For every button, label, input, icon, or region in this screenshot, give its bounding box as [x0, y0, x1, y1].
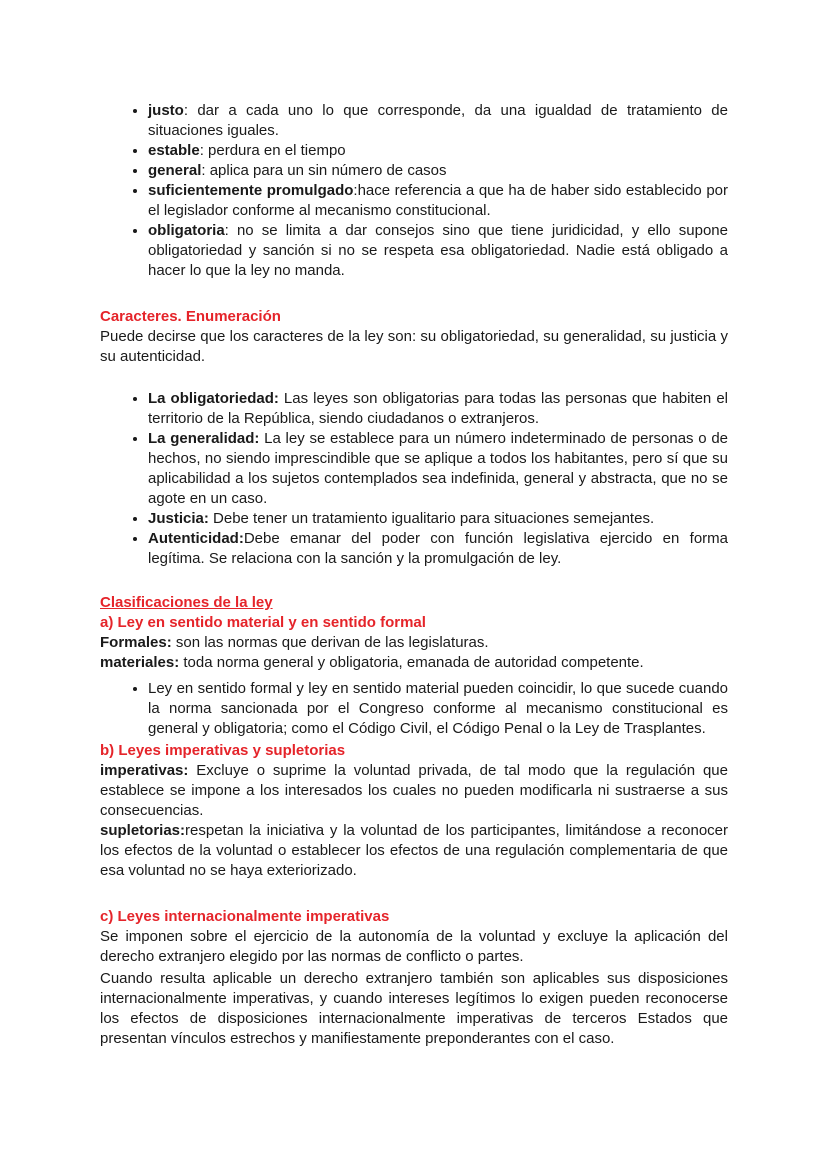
definition: respetan la iniciativa y la voluntad de los participantes, limitándose a reconocer los efectos de la voluntad o establecer los efectos de una regulación complementaria de que esa voluntad no se haya exteriorizado. — [100, 822, 728, 879]
term: materiales: — [100, 654, 180, 671]
list-item — [148, 429, 728, 509]
list-item — [148, 101, 728, 141]
definition: Debe tener un tratamiento igualitario para situaciones semejantes. — [208, 510, 655, 527]
term: suficientemente promulgado — [148, 182, 354, 199]
ley-properties-list — [100, 101, 728, 281]
definition: La ley se establece para un número indeterminado de personas o de hechos, no siendo imprescindible que se aplique a todos los habitantes, pero sí que su aplicabilidad a los sujetos contemplados sea indefinida, general y abstracta, que no se agote en un caso. — [148, 430, 729, 507]
section-heading-caracteres: Caracteres. Enumeración — [100, 308, 281, 325]
list-item — [148, 679, 728, 739]
caracteres-list — [100, 389, 728, 569]
list-item — [148, 181, 728, 221]
term: Autenticidad: — [148, 530, 244, 547]
section-a-list — [100, 679, 728, 739]
list-item — [148, 141, 728, 161]
definition: toda norma general y obligatoria, emanada de autoridad competente. — [179, 654, 644, 671]
term: La generalidad: — [148, 430, 260, 447]
definition: Debe emanar del poder con función legislativa ejercido en forma legítima. Se relaciona con la sanción y la promulgación de ley. — [148, 530, 728, 567]
list-item — [148, 509, 728, 529]
definition: :hace referencia a que ha de haber sido establecido por el legislador conforme al mecanismo constitucional. — [148, 182, 728, 219]
list-item — [148, 221, 728, 281]
term: supletorias: — [100, 822, 186, 839]
term: estable — [148, 142, 200, 159]
term: Justicia: — [148, 510, 209, 527]
term: obligatoria — [148, 222, 225, 239]
definition: : dar a cada uno lo que corresponde, da una igualdad de tratamiento de situaciones iguales. — [148, 102, 728, 139]
definition: Ley en sentido formal y ley en sentido material pueden coincidir, lo que sucede cuando la norma sancionada por el Congreso conforme al mecanismo constitucional es general y obligatoria; como el Código Civil, el Código Penal o la Ley de Trasplantes. — [148, 680, 728, 737]
section-c-paragraph-2: Cuando resulta aplicable un derecho extranjero también son aplicables sus disposiciones internacionalmente imperativas, y cuando intereses legítimos lo exigen pueden reconocerse los efectos de disposiciones internacionalmente imperativas de terceros Estados que presentan vínculos estrechos y manifiestamente preponderantes con el caso. — [100, 970, 728, 1047]
caracteres-intro-paragraph: Puede decirse que los caracteres de la ley son: su obligatoriedad, su generalidad, su justicia y su autenticidad. — [100, 328, 728, 365]
materiales-paragraph — [100, 653, 728, 673]
term: Formales: — [100, 634, 172, 651]
subsection-heading-b: b) Leyes imperativas y supletorias — [100, 742, 346, 759]
section-c-paragraph-1: Se imponen sobre el ejercicio de la autonomía de la voluntad y excluye la aplicación del derecho extranjero elegido por las normas de conflicto o partes. — [100, 928, 728, 965]
formales-paragraph — [100, 633, 728, 653]
definition: : aplica para un sin número de casos — [201, 162, 447, 179]
term: imperativas: — [100, 762, 189, 779]
subsection-heading-c: c) Leyes internacionalmente imperativas — [100, 908, 390, 925]
term: general — [148, 162, 202, 179]
definition: Las leyes son obligatorias para todas las personas que habiten el territorio de la República, siendo ciudadanos o extranjeros. — [148, 390, 728, 427]
supletorias-paragraph — [100, 821, 728, 881]
subsection-heading-a: a) Ley en sentido material y en sentido formal — [100, 614, 426, 631]
list-item — [148, 389, 728, 429]
list-item — [148, 161, 728, 181]
definition: : perdura en el tiempo — [199, 142, 346, 159]
definition: : no se limita a dar consejos sino que tiene juridicidad, y ello supone obligatoriedad y sanción si no se respeta esa obligatoriedad. Nadie está obligado a hacer lo que la ley no manda. — [148, 222, 728, 279]
definition: son las normas que derivan de las legislaturas. — [171, 634, 489, 651]
imperativas-paragraph — [100, 761, 728, 821]
definition: Excluye o suprime la voluntad privada, de tal modo que la regulación que establece se impone a los interesados los cuales no pueden modificarla ni sustraerse a sus consecuencias. — [100, 762, 728, 819]
term: La obligatoriedad: — [148, 390, 279, 407]
list-item — [148, 529, 728, 569]
term: justo — [148, 102, 184, 119]
section-heading-clasificaciones: Clasificaciones de la ley — [100, 594, 273, 611]
